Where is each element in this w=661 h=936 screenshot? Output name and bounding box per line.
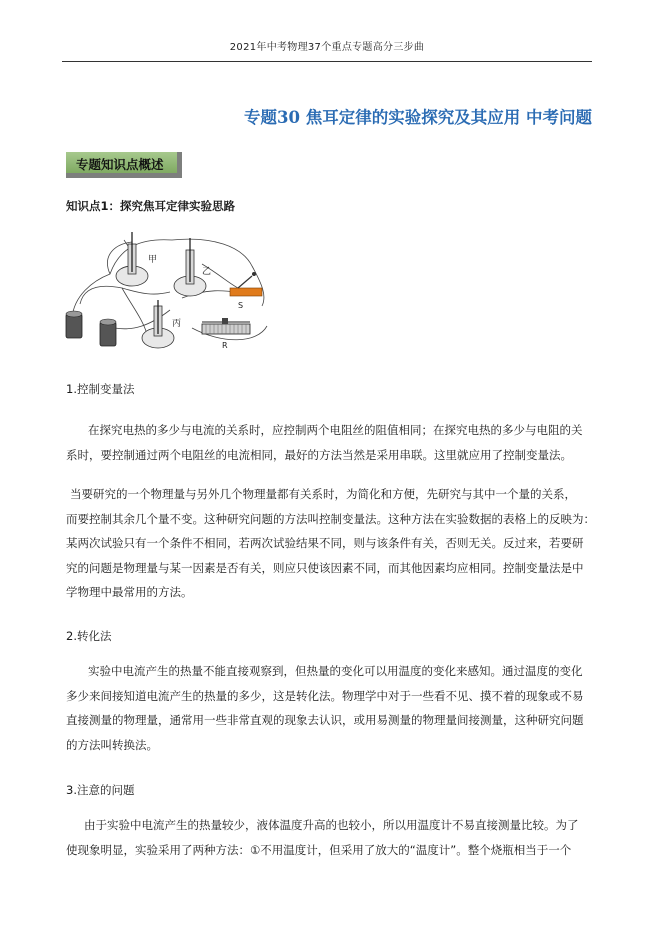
section-2-heading: 2.转化法 <box>66 629 112 643</box>
paragraph-line: 多少来间接知道电流产生的热量的多少，这是转化法。物理学中对于一些看不见、摸不着的现象或不易 <box>66 688 584 703</box>
paragraph-line: 究的问题是物理量与某一因素是否有关，则应只使该因素不同，而其他因素均应相同。控制变量法是中 <box>66 560 584 575</box>
paragraph-line: 系时，要控制通过两个电阻丝的电流相同，最好的方法当然是采用串联。这里就应用了控制变量法。 <box>66 447 572 462</box>
paragraph-line: 使现象明显，实验采用了两种方法：①不用温度计，但采用了放大的“温度计”。整个烧瓶相当于一个 <box>66 842 572 857</box>
paragraph-line: 由于实验中电流产生的热量较少，液体温度升高的也较小，所以用温度计不易直接测量比较。为了 <box>84 818 579 832</box>
battery-cells <box>66 311 116 346</box>
section-label-text: 专题知识点概述 <box>76 157 164 172</box>
section-2-paragraph-1 <box>66 659 596 757</box>
paragraph-line: 实验中电流产生的热量不能直接观察到，但热量的变化可以用温度的变化来感知。通过温度的变化 <box>88 664 583 678</box>
page-title: 专题30 焦耳定律的实验探究及其应用 中考问题 <box>244 108 592 127</box>
section-3-paragraph-1 <box>66 813 596 862</box>
experiment-figure <box>62 226 282 356</box>
label-yi: 乙 <box>202 267 212 277</box>
section-1-heading: 1.控制变量法 <box>66 382 135 396</box>
label-jia: 甲 <box>148 255 158 265</box>
rheostat-r <box>202 318 250 334</box>
label-r: R <box>222 341 228 350</box>
label-bing: 丙 <box>172 319 182 329</box>
section-1-paragraph-1 <box>66 418 596 467</box>
circuit-diagram <box>62 226 282 356</box>
label-s: S <box>238 301 244 310</box>
section-3-heading: 3.注意的问题 <box>66 783 135 797</box>
section-1-paragraph-2 <box>66 482 596 605</box>
paragraph-line: 而要控制其余几个量不变。这种研究问题的方法叫控制变量法。这种方法在实验数据的表格上的反映为： <box>66 511 595 526</box>
flask-jia <box>116 232 148 286</box>
header-rule <box>62 61 592 62</box>
paragraph-line: 在探究电热的多少与电流的关系时，应控制两个电阻丝的阻值相同；在探究电热的多少与电阻的关 <box>88 423 583 437</box>
section-label <box>66 152 184 178</box>
paragraph-line: 当要研究的一个物理量与另外几个物理量都有关系时，为简化和方便，先研究与其中一个量的关系， <box>70 487 576 501</box>
page-header: 2021年中考物理37个重点专题高分三步曲 <box>229 42 425 53</box>
knowledge-point-heading: 知识点1：探究焦耳定律实验思路 <box>66 199 235 213</box>
paragraph-line: 某两次试验只有一个条件不相同，若两次试验结果不同，则与该条件有关，否则无关。反过来，若要研 <box>66 536 584 550</box>
paragraph-line: 学物理中最常用的方法。 <box>66 585 193 599</box>
paragraph-line: 直接测量的物理量，通常用一些非常直观的现象去认识，或用易测量的物理量间接测量，这种研究问题 <box>66 713 584 727</box>
paragraph-line: 的方法叫转换法。 <box>66 737 158 752</box>
